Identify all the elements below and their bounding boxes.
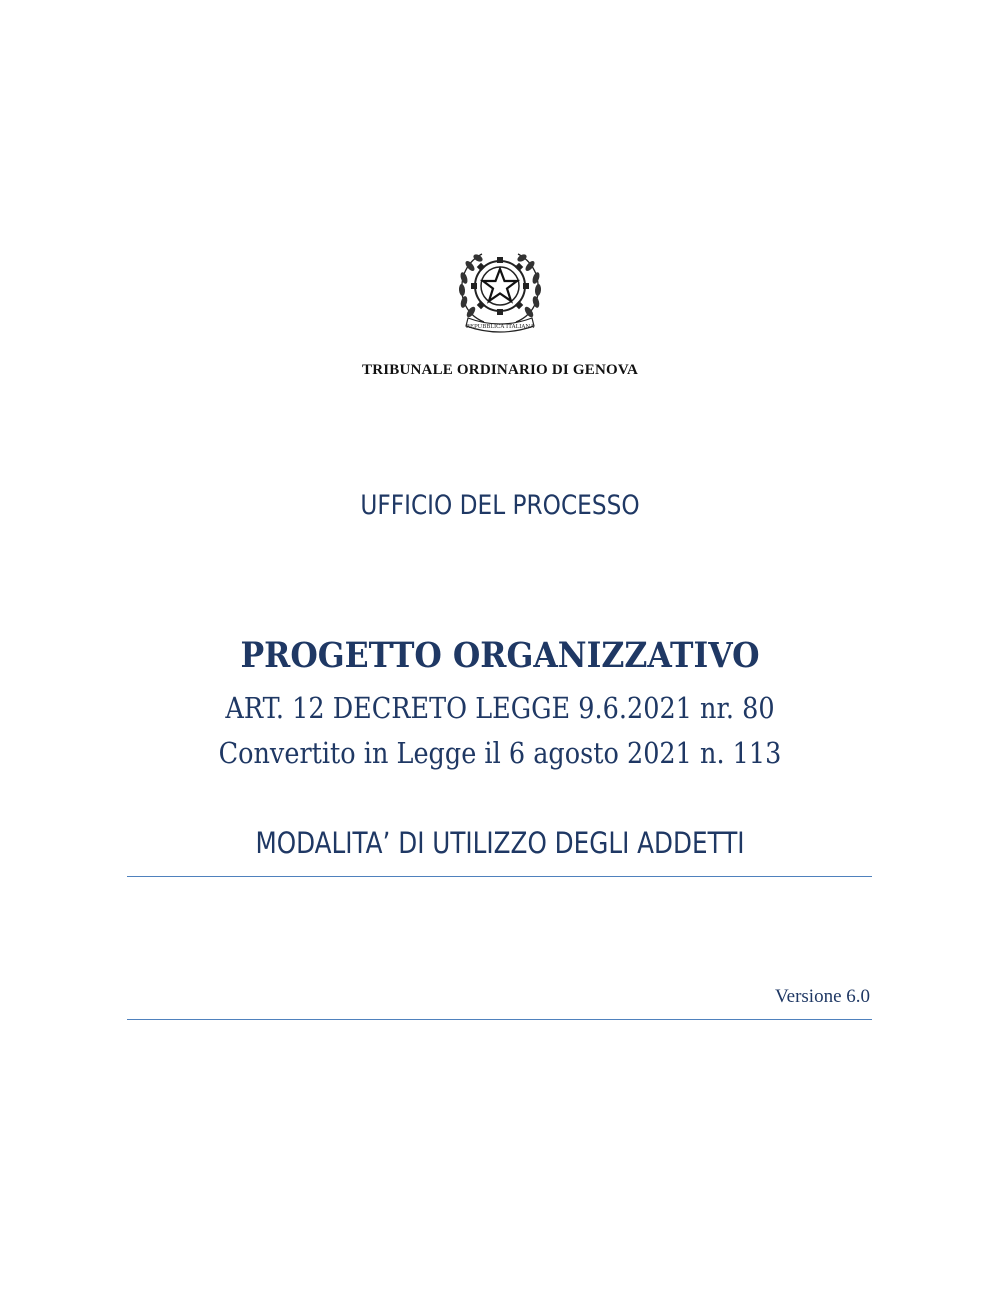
emblem-ribbon-text: REPUBBLICA ITALIANA	[465, 324, 535, 330]
document-title: PROGETTO ORGANIZZATIVO	[240, 635, 760, 676]
court-name: TRIBUNALE ORDINARIO DI GENOVA	[362, 362, 638, 378]
italian-republic-emblem-icon	[454, 248, 546, 334]
office-heading: UFFICIO DEL PROCESSO	[360, 490, 640, 521]
version-label: Versione 6.0	[775, 986, 870, 1007]
section-heading: MODALITA’ DI UTILIZZO DEGLI ADDETTI	[255, 826, 745, 860]
divider-bottom	[127, 1019, 872, 1020]
divider-top	[127, 876, 872, 877]
document-subtitle-law: ART. 12 DECRETO LEGGE 9.6.2021 nr. 80	[225, 691, 775, 725]
document-subtitle-conversion: Convertito in Legge il 6 agosto 2021 n. 113	[218, 736, 782, 770]
